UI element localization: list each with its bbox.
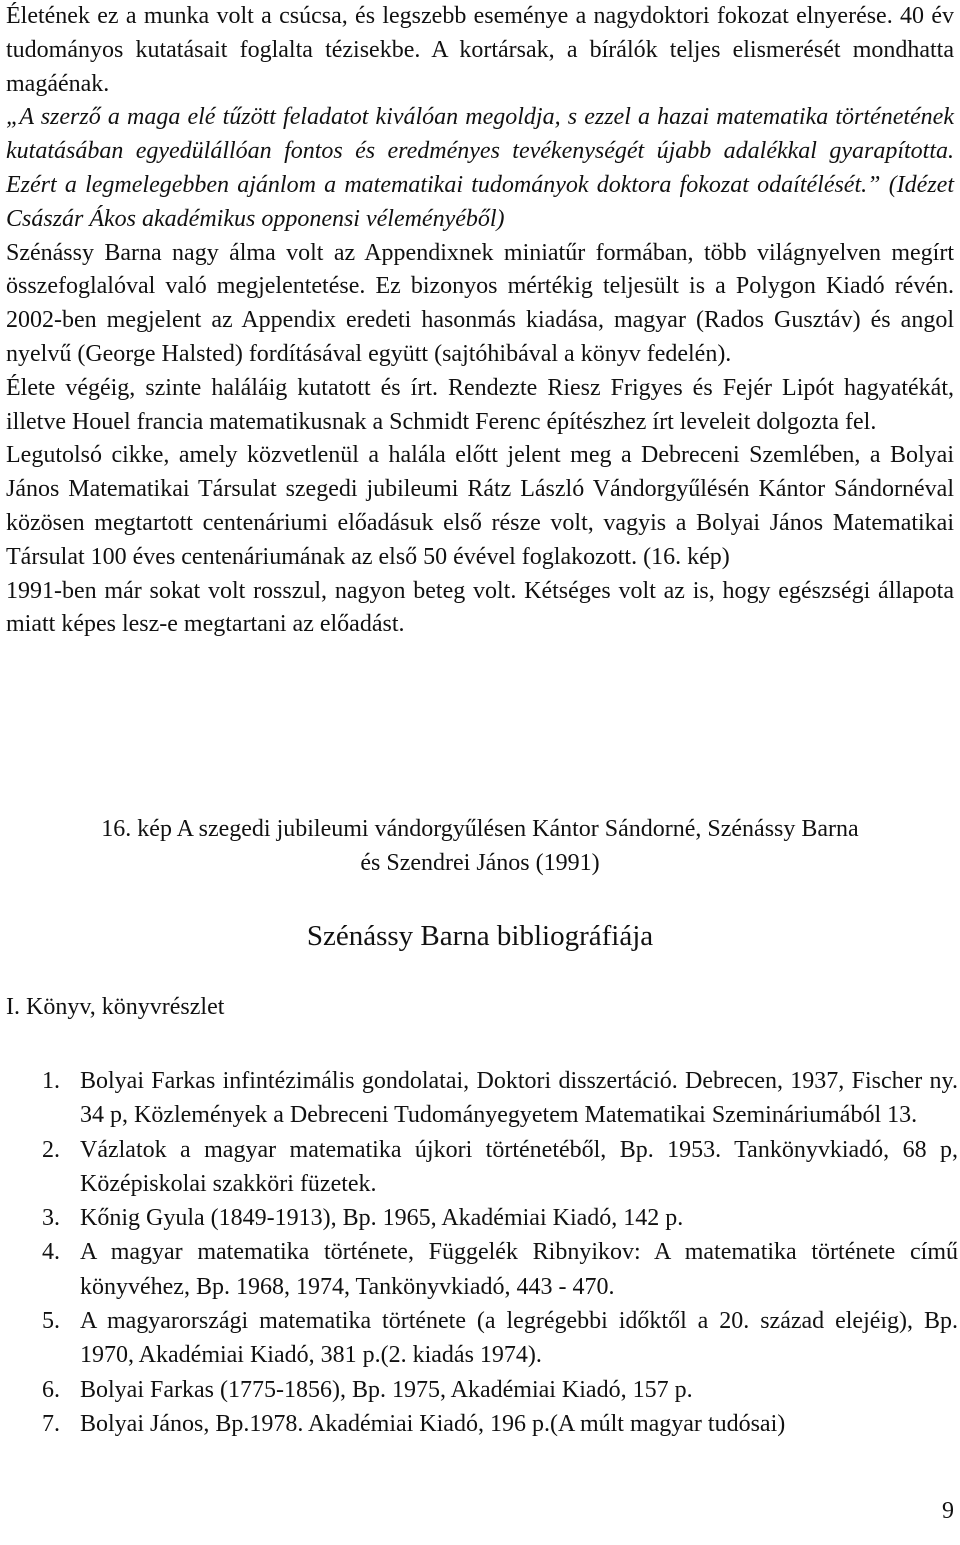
- bibliography-item: [6, 1304, 958, 1373]
- item-text: Kőnig Gyula (1849-1913), Bp. 1965, Akadémiai Kiadó, 142 p.: [80, 1205, 684, 1232]
- item-number: 2.: [42, 1136, 60, 1163]
- caption-line-1: 16. kép A szegedi jubileumi vándorgyűlésen Kántor Sándorné, Szénássy Barna: [101, 816, 859, 842]
- bibliography-list: [6, 1064, 958, 1441]
- paragraph-research: Élete végéig, szinte haláláig kutatott és írt. Rendezte Riesz Frigyes és Fejér Lipót hagyatékát, illetve Houel francia matematikusnak a Schmidt Ferenc építészhez írt leveleit dolgozta fel.: [6, 374, 954, 435]
- item-number: 4.: [42, 1239, 60, 1266]
- bibliography-item: [6, 1373, 958, 1407]
- paragraph-dissertation: Életének ez a munka volt a csúcsa, és legszebb eseménye a nagydoktori fokozat elnyerése. 40 év tudományos kutatásait foglalta tézisekbe. A kortársak, a bírálók teljes elismerését mondhatta magáénak.: [6, 3, 954, 97]
- page-number: 9: [942, 1498, 954, 1524]
- document-page: [6, 0, 958, 1437]
- bibliography-item: [6, 1133, 958, 1202]
- bibliography-item: [6, 1235, 958, 1304]
- item-number: 3.: [42, 1205, 60, 1232]
- item-text: Bolyai János, Bp.1978. Akadémiai Kiadó, 196 p.(A múlt magyar tudósai): [80, 1410, 786, 1437]
- bibliography-item: [6, 1064, 958, 1133]
- section-heading-books: I. Könyv, könyvrészlet: [6, 994, 225, 1020]
- paragraph-illness: 1991-ben már sokat volt rosszul, nagyon beteg volt. Kétséges volt az is, hogy egészségi állapota miatt képes lesz-e megtartani az előadást.: [6, 577, 954, 638]
- item-number: 6.: [42, 1376, 60, 1403]
- item-text: Vázlatok a magyar matematika újkori történetéből, Bp. 1953. Tankönyvkiadó, 68 p, Középiskolai szakköri füzetek.: [80, 1136, 958, 1197]
- item-number: 7.: [42, 1410, 60, 1437]
- bibliography-item: [6, 1201, 958, 1235]
- paragraph-last-article: Legutolsó cikke, amely közvetlenül a halála előtt jelent meg a Debreceni Szemlében, a Bolyai János Matematikai Társulat szegedi jubileumi Rátz László Vándorgyűlésén Kántor Sándornéval közösen megtartott centenáriumi előadásuk első része volt, vagyis a Bolyai János Matematikai Társulat 100 éves centenáriumának az első 50 évével foglakozott. (16. kép): [6, 442, 954, 570]
- paragraph-opponent-quote: „A szerző a maga elé tűzött feladatot kiválóan megoldja, s ezzel a hazai matematika történetének kutatásában egyedülállóan fontos és eredményes tevékenységét újabb adalékkal gyarapította. Ezért a legmelegebben ajánlom a matematikai tudományok doktora fokozat odaítélését.” (Idézet Császár Ákos akadémikus opponensi véleményéből): [6, 104, 954, 232]
- item-text: Bolyai Farkas infintézimális gondolatai, Doktori disszertáció. Debrecen, 1937, Fischer ny. 34 p, Közlemények a Debreceni Tudományegyetem Matematikai Szemináriumából 13.: [80, 1068, 958, 1129]
- item-number: 1.: [42, 1068, 60, 1094]
- item-text: A magyar matematika története, Függelék Ribnyikov: A matematika története című könyvéhez, Bp. 1968, 1974, Tankönyvkiadó, 443 - 470.: [80, 1239, 958, 1300]
- item-number: 5.: [42, 1308, 60, 1335]
- caption-line-2: és Szendrei János (1991): [360, 850, 600, 876]
- bibliography-item: [6, 1407, 958, 1441]
- item-text: A magyarországi matematika története (a legrégebbi időktől a 20. század elejéig), Bp. 1970, Akadémiai Kiadó, 381 p.(2. kiadás 1974).: [80, 1308, 958, 1369]
- item-text: Bolyai Farkas (1775-1856), Bp. 1975, Akadémiai Kiadó, 157 p.: [80, 1376, 693, 1403]
- figure-caption: [6, 812, 954, 880]
- paragraph-appendix: Szénássy Barna nagy álma volt az Appendixnek miniatűr formában, több világnyelven megírt összefoglalóval való megjelentetése. Ez bizonyos mértékig teljesült is a Polygon Kiadó révén. 2002-ben megjelent az Appendix eredeti hasonmás kiadása, magyar (Rados Gusztáv) és angol nyelvű (George Halsted) fordításával együtt (sajtóhibával a könyv fedelén).: [6, 239, 954, 367]
- bibliography-title: Szénássy Barna bibliográfiája: [306, 920, 654, 952]
